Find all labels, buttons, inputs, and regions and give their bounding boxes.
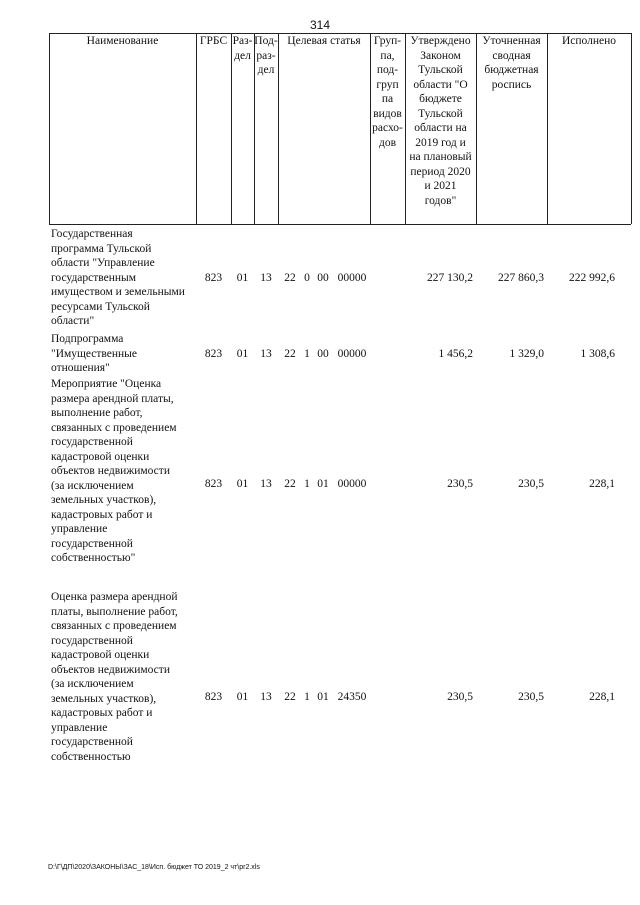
row-podrazdel: 13 (260, 691, 272, 703)
column-divider (547, 33, 548, 224)
column-divider (631, 33, 632, 224)
row-name: Подпрограмма "Имущественные отношения" (51, 333, 138, 374)
row-name: Государственная программа Тульской области "Управление государственным имуществом и земельными ресурсами Тульской области" (51, 228, 185, 327)
header-refined: Уточненная сводная бюджетная роспись (482, 35, 541, 91)
row-refined: 230,5 (518, 478, 544, 490)
row-executed: 228,1 (589, 691, 615, 703)
row-podrazdel: 13 (260, 272, 272, 284)
row-target-part3: 01 (317, 478, 329, 490)
row-grbs: 823 (204, 691, 223, 703)
row-refined: 1 329,0 (509, 348, 544, 360)
row-razdel: 01 (236, 691, 249, 703)
row-approved: 227 130,2 (427, 272, 473, 284)
header-grbs: ГРБС (199, 35, 228, 47)
row-target-part2: 0 (304, 272, 310, 284)
row-target-part3: 00 (317, 348, 329, 360)
row-target-part2: 1 (304, 691, 310, 703)
header-podrazdel: Под- раз- дел (254, 35, 278, 76)
header-approved: Утверждено Законом Тульской области "О бюджете Тульской области на 2019 год и на плановый период 2020 и 2021 годов" (409, 35, 472, 207)
column-divider (278, 33, 279, 224)
row-target-part2: 1 (304, 348, 310, 360)
row-target-part1: 22 (284, 478, 296, 490)
row-executed: 1 308,6 (580, 348, 615, 360)
row-target-part1: 22 (284, 348, 296, 360)
column-divider (196, 33, 197, 224)
row-target-part2: 1 (304, 478, 310, 490)
row-name: Оценка размера арендной платы, выполнение работ, связанных с проведением государственной кадастровой оценки объектов недвижимости (за исключением земельных участков), кадастровых работ и управление государственной собственностью (51, 591, 178, 763)
row-approved: 230,5 (447, 691, 473, 703)
header-name: Наименование (86, 35, 159, 47)
row-approved: 230,5 (447, 478, 473, 490)
row-target-part3: 00 (317, 272, 329, 284)
row-target-part4: 00000 (337, 348, 367, 360)
column-divider (49, 33, 50, 224)
row-refined: 230,5 (518, 691, 544, 703)
row-approved: 1 456,2 (438, 348, 473, 360)
row-grbs: 823 (204, 348, 223, 360)
row-razdel: 01 (236, 478, 249, 490)
page-number: 314 (309, 18, 331, 32)
row-executed: 228,1 (589, 478, 615, 490)
row-name: Мероприятие "Оценка размера арендной платы, выполнение работ, связанных с проведением государственной кадастровой оценки объектов недвижимости (за исключением земельных участков), кадастровых работ и управление государственной собственностью" (51, 378, 177, 564)
row-grbs: 823 (204, 478, 223, 490)
row-razdel: 01 (236, 272, 249, 284)
row-target-part4: 24350 (337, 691, 367, 703)
header-razdel: Раз- дел (232, 35, 253, 62)
row-grbs: 823 (204, 272, 223, 284)
header-bottom-border (49, 224, 631, 225)
row-target-part4: 00000 (337, 478, 367, 490)
header-expense-group: Груп- па, под- груп па видов расхо- дов (372, 35, 403, 149)
row-razdel: 01 (236, 348, 249, 360)
row-executed: 222 992,6 (569, 272, 615, 284)
row-podrazdel: 13 (260, 348, 272, 360)
file-path-footer: D:\Г\ДП\2020\ЗАКОНЫ\ЗАС_18\Исп. бюджет ТО 2019_2 чт\pr2.xls (48, 864, 260, 871)
row-refined: 227 860,3 (498, 272, 544, 284)
row-target-part1: 22 (284, 691, 296, 703)
header-target-article: Целевая статья (287, 35, 361, 47)
header-executed: Исполнено (561, 35, 617, 47)
row-target-part4: 00000 (337, 272, 367, 284)
row-target-part1: 22 (284, 272, 296, 284)
row-target-part3: 01 (317, 691, 329, 703)
row-podrazdel: 13 (260, 478, 272, 490)
